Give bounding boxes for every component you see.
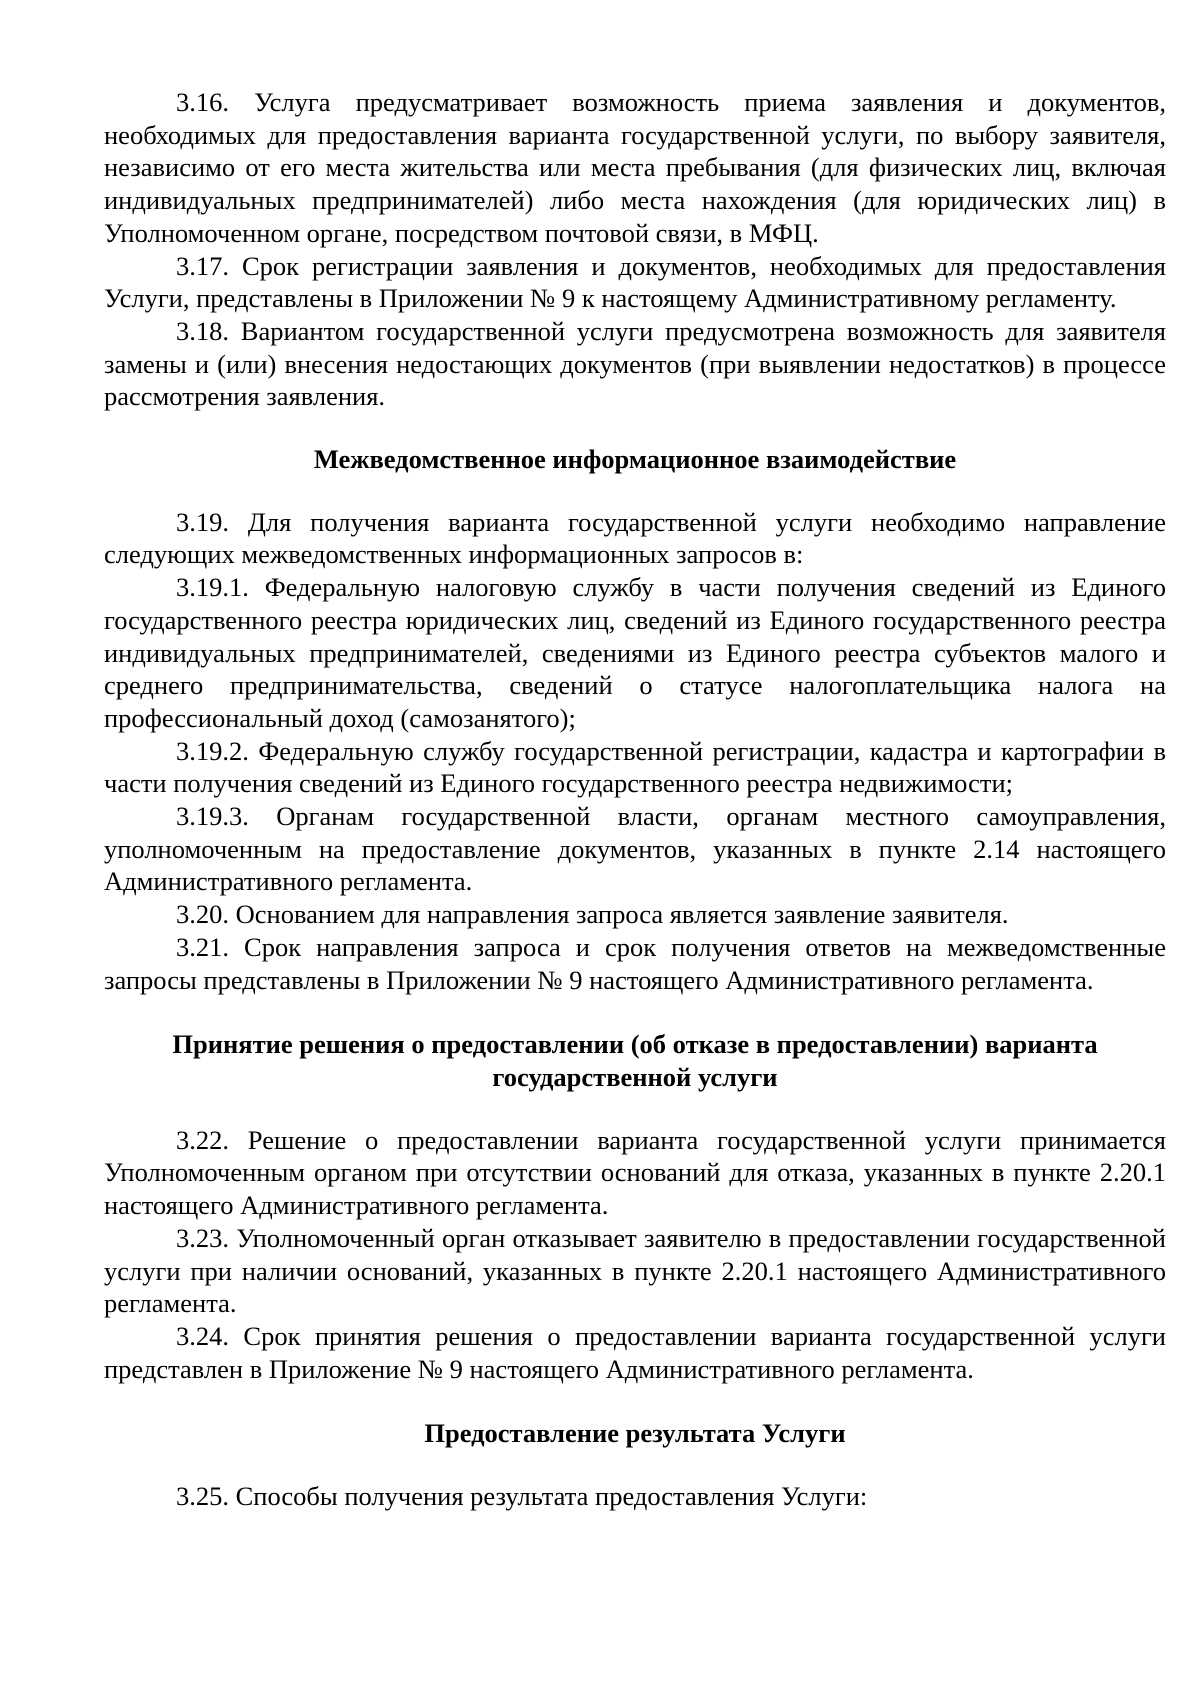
paragraph-3-19-2: 3.19.2. Федеральную службу государственной регистрации, кадастра и картографии в части получения сведений из Единого государственного реестра недвижимости; xyxy=(104,735,1166,799)
paragraph-3-20: 3.20. Основанием для направления запроса является заявление заявителя. xyxy=(176,899,1009,930)
paragraph-3-16: 3.16. Услуга предусматривает возможность приема заявления и документов, необходимых для предоставления варианта государственной услуги, по выбору заявителя, независимо от его места жительства или места пребывания (для физических лиц, включая индивидуальных предпринимателей) либо места нахождения (для юридических лиц) в Уполномоченном органе, посредством почтовой связи, в МФЦ. xyxy=(104,87,1166,248)
paragraph-3-19-3: 3.19.3. Органам государственной власти, органам местного самоуправления, уполномоченным на предоставление документов, указанных в пункте 2.14 настоящего Административного регламента. xyxy=(104,801,1166,897)
section-heading-result: Предоставление результата Услуги xyxy=(424,1418,846,1449)
paragraph-3-23: 3.23. Уполномоченный орган отказывает заявителю в предоставлении государственной услуги при наличии оснований, указанных в пункте 2.20.1 настоящего Административного регламента. xyxy=(104,1222,1166,1319)
document-page xyxy=(104,86,1166,1513)
section-heading-decision xyxy=(104,1028,1166,1093)
paragraph-3-22: 3.22. Решение о предоставлении варианта государственной услуги принимается Уполномоченным органом при отсутствии оснований для отказа, указанных в пункте 2.20.1 настоящего Административного регламента. xyxy=(104,1124,1166,1221)
paragraph-3-17: 3.17. Срок регистрации заявления и документов, необходимых для предоставления Услуги, представлены в Приложении № 9 к настоящему Административному регламенту. xyxy=(104,250,1166,314)
paragraph-3-19: 3.19. Для получения варианта государственной услуги необходимо направление следующих межведомственных информационных запросов в: xyxy=(104,506,1166,570)
paragraph-3-21: 3.21. Срок направления запроса и срок получения ответов на межведомственные запросы представлены в Приложении № 9 настоящего Административного регламента. xyxy=(104,931,1166,995)
section-heading-decision-line-2: государственной услуги xyxy=(492,1061,778,1092)
paragraph-3-18: 3.18. Вариантом государственной услуги предусмотрена возможность для заявителя замены и (или) внесения недостающих документов (при выявлении недостатков) в процессе рассмотрения заявления. xyxy=(104,315,1166,412)
paragraph-3-19-1: 3.19.1. Федеральную налоговую службу в части получения сведений из Единого государственного реестра юридических лиц, сведений из Единого государственного реестра индивидуальных предпринимателей, сведениями из Единого реестра субъектов малого и среднего предпринимательства, сведений о статусе налогоплательщика налога на профессиональный доход (самозанятого); xyxy=(104,572,1166,733)
section-heading-interagency: Межведомственное информационное взаимодействие xyxy=(313,444,957,475)
paragraph-3-24: 3.24. Срок принятия решения о предоставлении варианта государственной услуги представлен в Приложение № 9 настоящего Административного регламента. xyxy=(104,1320,1166,1384)
paragraph-3-25: 3.25. Способы получения результата предоставления Услуги: xyxy=(176,1481,868,1512)
section-heading-decision-line-1: Принятие решения о предоставлении (об отказе в предоставлении) варианта xyxy=(172,1029,1098,1060)
